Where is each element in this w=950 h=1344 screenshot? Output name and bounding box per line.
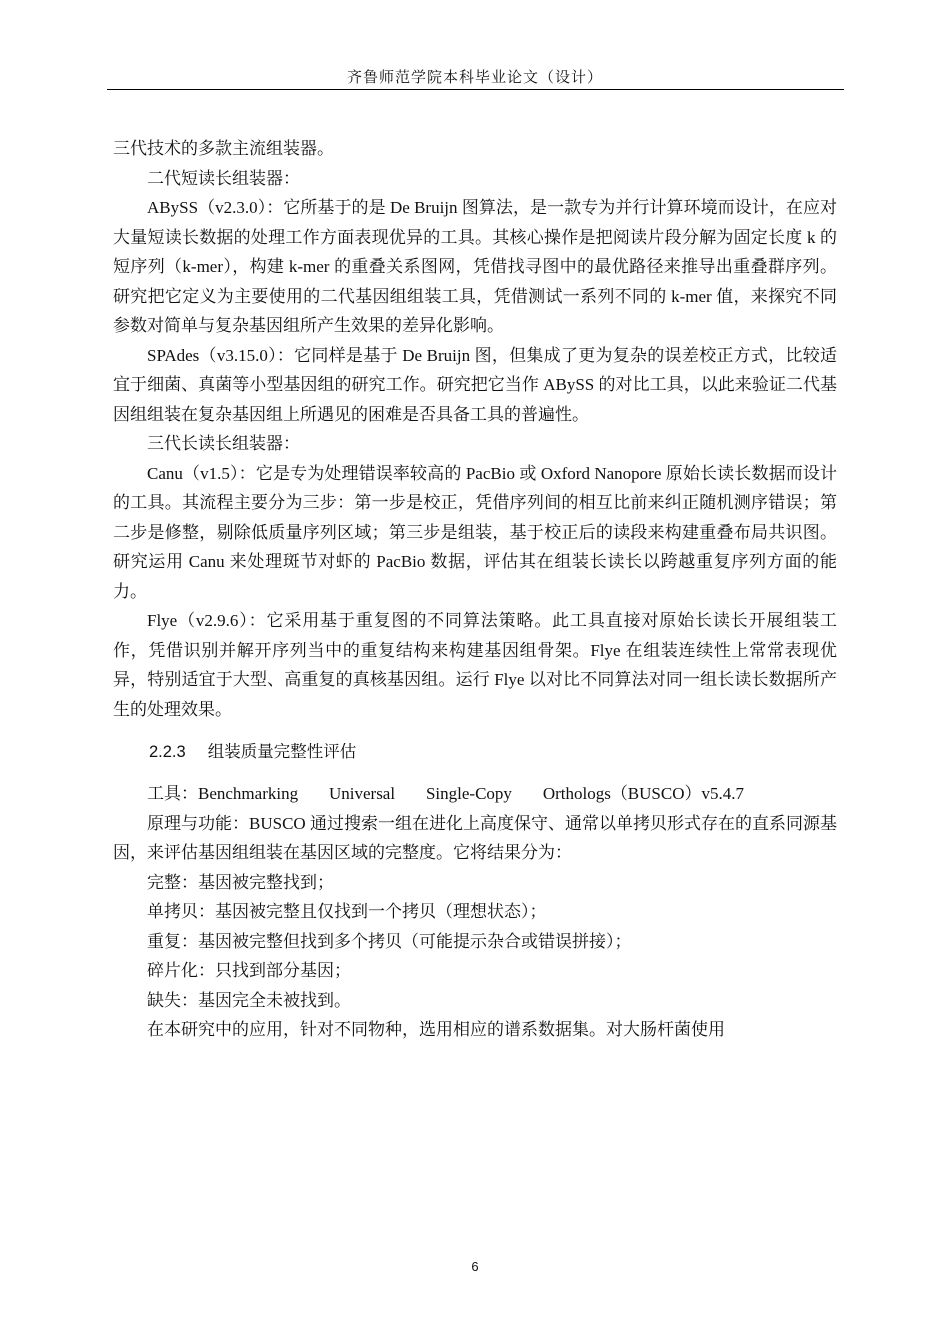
- paragraph-application: 在本研究中的应用，针对不同物种，选用相应的谱系数据集。对大肠杆菌使用: [147, 1020, 725, 1039]
- paragraph-spades: SPAdes（v3.15.0）：它同样是基于 De Bruijn 图，但集成了更为复杂的误差校正方式，比较适宜于细菌、真菌等小型基因组的研究工作。研究把它当作 ABySS 的对比工具，以此来验证二代基因组组装在复杂基因组上所遇见的困难是否具备工具的普遍性。: [113, 345, 837, 424]
- header-divider: [107, 89, 844, 90]
- section-heading: [113, 738, 837, 767]
- paragraph-principle: 原理与功能：BUSCO 通过搜索一组在进化上高度保守、通常以单拷贝形式存在的直系同源基因，来评估基因组组装在基因区域的完整度。它将结果分为：: [113, 813, 837, 862]
- section-title: 组装质量完整性评估: [207, 743, 357, 761]
- list-item-single-copy: 单拷贝：基因被完整且仅找到一个拷贝（理想状态）；: [147, 902, 547, 921]
- tool-word: Orthologs（BUSCO）v5.4.7: [542, 784, 744, 803]
- paragraph-intro: 三代技术的多款主流组装器。: [113, 139, 334, 158]
- tool-word: 工具：Benchmarking: [147, 784, 299, 803]
- paragraph-short-read-title: 二代短读长组装器：: [147, 168, 300, 188]
- list-item-missing: 缺失：基因完全未被找到。: [147, 990, 351, 1010]
- paragraph-tool: [113, 779, 744, 809]
- paragraph-canu: Canu（v1.5）：它是专为处理错误率较高的 PacBio 或 Oxford Nanopore 原始长读长数据而设计的工具。其流程主要分为三步：第一步是校正，凭借序列间的相互比前来纠正随机测序错误；第二步是修整，剔除低质量序列区域；第三步是组装，基于校正后的读段来构建重叠布局共识图。研究运用 Canu 来处理斑节对虾的 PacBio 数据，评估其在组装长读长以跨越重复序列方面的能力。: [113, 463, 837, 601]
- list-item-fragmented: 碎片化：只找到部分基因；: [147, 961, 351, 980]
- paragraph-flye: Flye（v2.9.6）：它采用基于重复图的不同算法策略。此工具直接对原始长读长开展组装工作，凭借识别并解开序列当中的重复结构来构建基因组骨架。Flye 在组装连续性上常常表现优异，特别适宜于大型、高重复的真核基因组。运行 Flye 以对比不同算法对同一组长读长数据所产生的处理效果。: [113, 611, 837, 719]
- tool-word: Universal: [328, 784, 396, 803]
- list-item-duplicated: 重复：基因被完整但找到多个拷贝（可能提示杂合或错误拼接）；: [147, 931, 632, 951]
- list-item-complete: 完整：基因被完整找到；: [147, 872, 334, 892]
- paragraph-abyss: ABySS（v2.3.0）：它所基于的是 De Bruijn 图算法，是一款专为并行计算环境而设计，在应对大量短读长数据的处理工作方面表现优异的工具。其核心操作是把阅读片段分解为固定长度 k 的短序列（k-mer），构建 k-mer 的重叠关系图网，凭借找寻图中的最优路径来推导出重叠群序列。研究把它定义为主要使用的二代基因组组装工具，凭借测试一系列不同的 k-mer 值，来探究不同参数对简单与复杂基因组所产生效果的差异化影响。: [113, 198, 837, 335]
- section-number: 2.2.3: [149, 743, 186, 761]
- paragraph-long-read-title: 三代长读长组装器：: [147, 434, 300, 453]
- page-number: 6: [471, 1259, 479, 1274]
- running-header: 齐鲁师范学院本科毕业论文（设计）: [346, 68, 603, 86]
- body-text: [113, 134, 837, 1045]
- tool-word: Single-Copy: [425, 784, 512, 803]
